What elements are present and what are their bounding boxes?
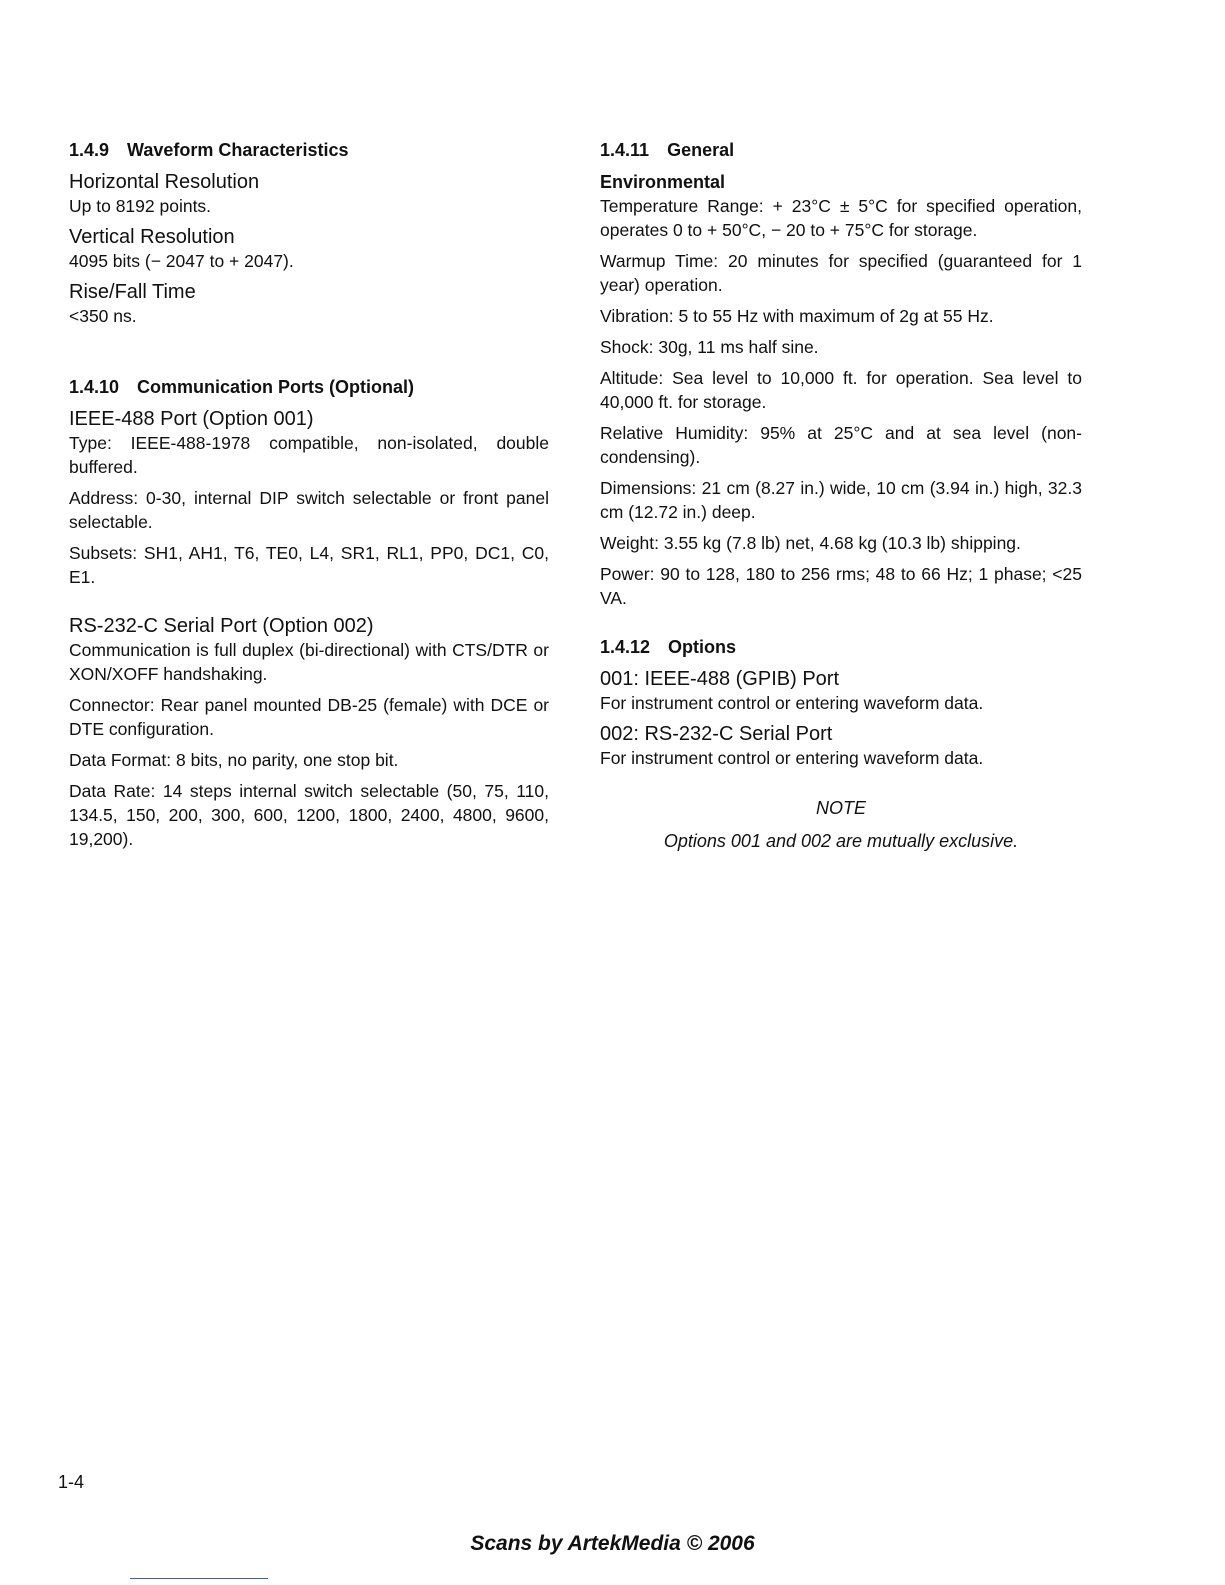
ieee-type-text: Type: IEEE-488-1978 compatible, non-isolated, double buffered. (69, 433, 549, 477)
power-text: Power: 90 to 128, 180 to 256 rms; 48 to 66 Hz; 1 phase; <25 VA. (600, 564, 1082, 608)
section-heading-options (600, 635, 1082, 659)
section-title: Options (668, 637, 737, 657)
temperature-range-text: Temperature Range: + 23°C ± 5°C for specified operation, operates 0 to + 50°C, − 20 to + 75°C for storage. (600, 196, 1082, 240)
rise-fall-block (69, 280, 549, 328)
horizontal-resolution-block (69, 170, 549, 218)
section-title: Communication Ports (Optional) (137, 377, 415, 397)
section-title: Waveform Characteristics (127, 140, 349, 160)
section-heading-waveform-characteristics (69, 138, 549, 162)
shock-text: Shock: 30g, 11 ms half sine. (600, 337, 819, 357)
page-number: 1-4 (58, 1472, 85, 1492)
rs-data-rate-text: Data Rate: 14 steps internal switch selectable (50, 75, 110, 134.5, 150, 200, 300, 600, 1200, 1800, 2400, 4800, 9600, 19,200). (69, 781, 549, 849)
section-number: 1.4.12 (600, 637, 651, 657)
scan-credit-footer: Scans by ArtekMedia © 2006 (470, 1532, 755, 1555)
section-heading-communication-ports (69, 375, 549, 399)
option-001-text: For instrument control or entering waveform data. (600, 693, 984, 713)
section-heading-general (600, 138, 1082, 162)
rs-communication-text: Communication is full duplex (bi-directional) with CTS/DTR or XON/XOFF handshaking. (69, 640, 549, 684)
rise-fall-text: <350 ns. (69, 306, 137, 326)
bottom-rule-line (130, 1578, 268, 1579)
section-title: General (667, 140, 735, 160)
left-column (69, 138, 549, 858)
note-title: NOTE (815, 798, 866, 818)
right-column (600, 138, 1082, 852)
subheading-ieee-488-port: IEEE-488 Port (Option 001) (69, 408, 314, 430)
subheading-option-002: 002: RS-232-C Serial Port (600, 723, 833, 745)
humidity-text: Relative Humidity: 95% at 25°C and at sea level (non-condensing). (600, 423, 1082, 467)
vertical-resolution-text: 4095 bits (− 2047 to + 2047). (69, 251, 294, 271)
dimensions-text: Dimensions: 21 cm (8.27 in.) wide, 10 cm (3.94 in.) high, 32.3 cm (12.72 in.) deep. (600, 478, 1082, 522)
ieee-subsets-text: Subsets: SH1, AH1, T6, TE0, L4, SR1, RL1, PP0, DC1, C0, E1. (69, 543, 549, 587)
subheading-vertical-resolution: Vertical Resolution (69, 226, 235, 248)
altitude-text: Altitude: Sea level to 10,000 ft. for operation. Sea level to 40,000 ft. for storage. (600, 368, 1082, 412)
subheading-environmental: Environmental (600, 172, 726, 192)
subheading-option-001: 001: IEEE-488 (GPIB) Port (600, 668, 839, 690)
section-number: 1.4.11 (600, 140, 650, 160)
horizontal-resolution-text: Up to 8192 points. (69, 196, 212, 216)
vertical-resolution-block (69, 225, 549, 273)
subheading-rs-232-c-port: RS-232-C Serial Port (Option 002) (69, 615, 374, 637)
note-text: Options 001 and 002 are mutually exclusive. (663, 831, 1019, 851)
rs-data-format-text: Data Format: 8 bits, no parity, one stop bit. (69, 750, 399, 770)
ieee-address-text: Address: 0-30, internal DIP switch selectable or front panel selectable. (69, 488, 549, 532)
subheading-rise-fall-time: Rise/Fall Time (69, 281, 196, 303)
weight-text: Weight: 3.55 kg (7.8 lb) net, 4.68 kg (10.3 lb) shipping. (600, 533, 1021, 553)
rs-connector-text: Connector: Rear panel mounted DB-25 (female) with DCE or DTE configuration. (69, 695, 549, 739)
section-number: 1.4.9 (69, 140, 110, 160)
option-002-text: For instrument control or entering waveform data. (600, 748, 984, 768)
subheading-horizontal-resolution: Horizontal Resolution (69, 171, 260, 193)
section-number: 1.4.10 (69, 377, 120, 397)
vibration-text: Vibration: 5 to 55 Hz with maximum of 2g at 55 Hz. (600, 306, 994, 326)
warmup-time-text: Warmup Time: 20 minutes for specified (guaranteed for 1 year) operation. (600, 251, 1082, 295)
